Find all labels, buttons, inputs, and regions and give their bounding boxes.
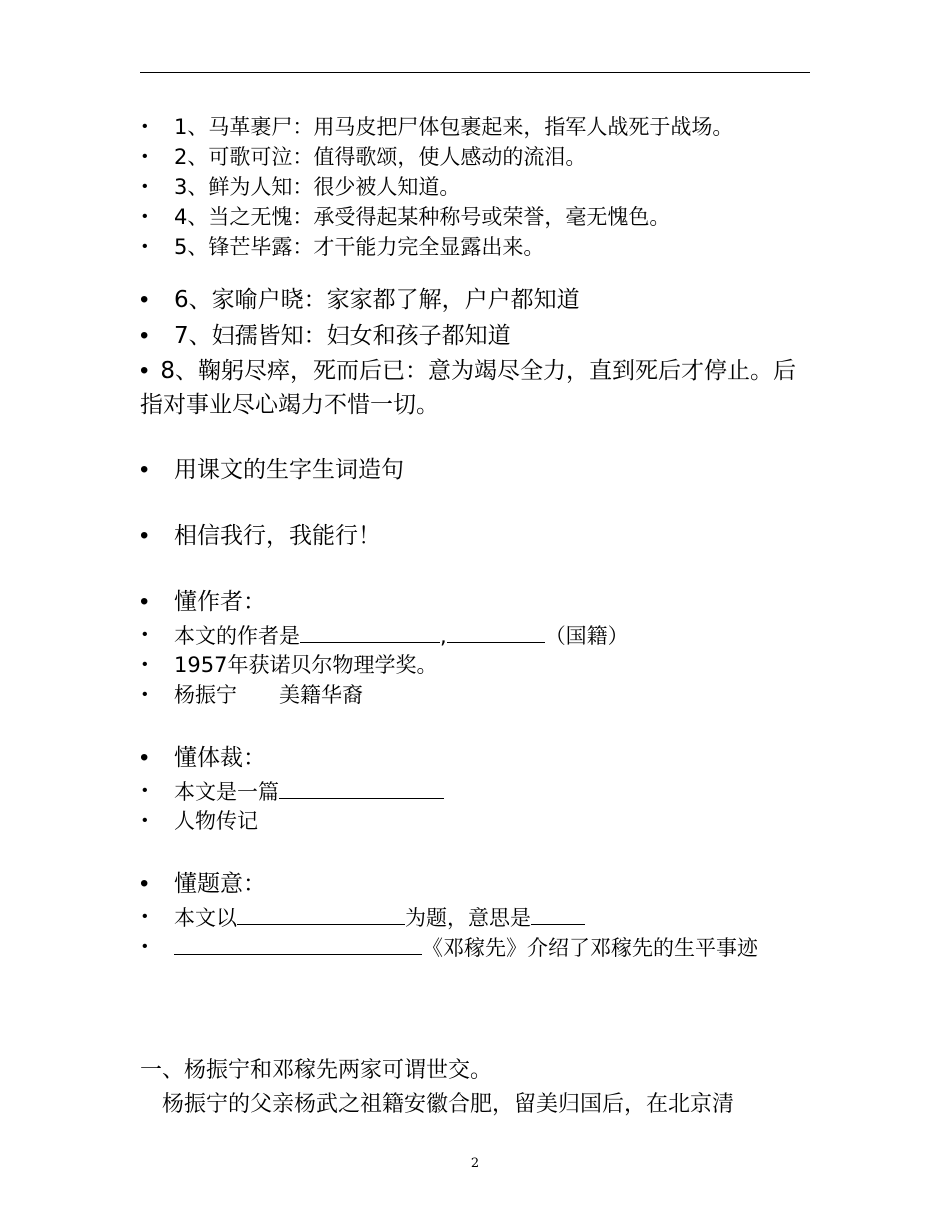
page-number: 2: [470, 1156, 480, 1171]
bullet-icon: •: [142, 686, 148, 703]
bullet-icon: •: [140, 870, 149, 897]
task-line: • 用课文的生字生词造句: [140, 452, 810, 488]
genre-question: • 本文是一篇: [140, 776, 810, 806]
answer-line: • 人物传记: [140, 806, 810, 836]
list-item: • 3、鲜为人知：很少被人知道。: [140, 172, 810, 202]
genre-heading: • 懂体裁：: [140, 740, 810, 776]
bullet-icon: •: [140, 322, 149, 349]
blank-field[interactable]: [447, 620, 545, 643]
list-item: • 8、鞠躬尽瘁，死而后已：意为竭尽全力，直到死后才停止。后指对事业尽心竭力不惜一切。: [140, 357, 797, 418]
list-item: • 1957年获诺贝尔物理学奖。: [140, 650, 810, 680]
bullet-icon: •: [142, 178, 148, 195]
bullet-icon: •: [142, 908, 148, 925]
bullet-icon: •: [140, 357, 149, 384]
bullet-icon: •: [140, 588, 149, 615]
section-heading: 一、杨振宁和邓稼先两家可谓世交。: [140, 1058, 493, 1083]
bullet-icon: •: [140, 522, 149, 549]
bullet-icon: •: [142, 782, 148, 799]
blank-field[interactable]: [300, 620, 440, 643]
list-item: • 6、家喻户晓：家家都了解，户户都知道: [140, 282, 810, 318]
section-paragraph: 杨振宁的父亲杨武之祖籍安徽合肥，留美归国后，在北京清: [162, 1092, 735, 1117]
bullet-icon: •: [142, 118, 148, 135]
blank-field[interactable]: [237, 902, 405, 925]
author-heading: • 懂作者：: [140, 584, 810, 620]
list-item: • 2、可歌可泣：值得歌颂，使人感动的流泪。: [140, 142, 810, 172]
title-heading: • 懂题意：: [140, 866, 810, 902]
list-item: • 7、妇孺皆知：妇女和孩子都知道: [140, 318, 810, 354]
title-question: • 《邓稼先》介绍了邓稼先的生平事迹: [140, 932, 810, 962]
list-item: • 5、锋芒毕露：才干能力完全显露出来。: [140, 232, 810, 262]
header-rule: [140, 72, 810, 73]
list-item: • 4、当之无愧：承受得起某种称号或荣誉，毫无愧色。: [140, 202, 810, 232]
bullet-icon: •: [142, 812, 148, 829]
answer-line: • 杨振宁 美籍华裔: [140, 680, 810, 710]
bullet-icon: •: [142, 938, 148, 955]
list-item: • 1、马革裹尸：用马皮把尸体包裹起来，指军人战死于战场。: [140, 112, 810, 142]
bullet-icon: •: [142, 656, 148, 673]
blank-field[interactable]: [174, 932, 422, 955]
blank-field[interactable]: [531, 902, 585, 925]
blank-field[interactable]: [279, 776, 444, 799]
motto-line: • 相信我行，我能行！: [140, 518, 810, 554]
bullet-icon: •: [142, 626, 148, 643]
document-body: [140, 112, 810, 1122]
author-question: • 本文的作者是 , （国籍）: [140, 620, 810, 650]
bullet-icon: •: [140, 286, 149, 313]
title-question: • 本文以 为题，意思是: [140, 902, 810, 932]
bullet-icon: •: [142, 238, 148, 255]
bullet-icon: •: [142, 208, 148, 225]
bullet-icon: •: [142, 148, 148, 165]
bullet-icon: •: [140, 744, 149, 771]
bullet-icon: •: [140, 456, 149, 483]
